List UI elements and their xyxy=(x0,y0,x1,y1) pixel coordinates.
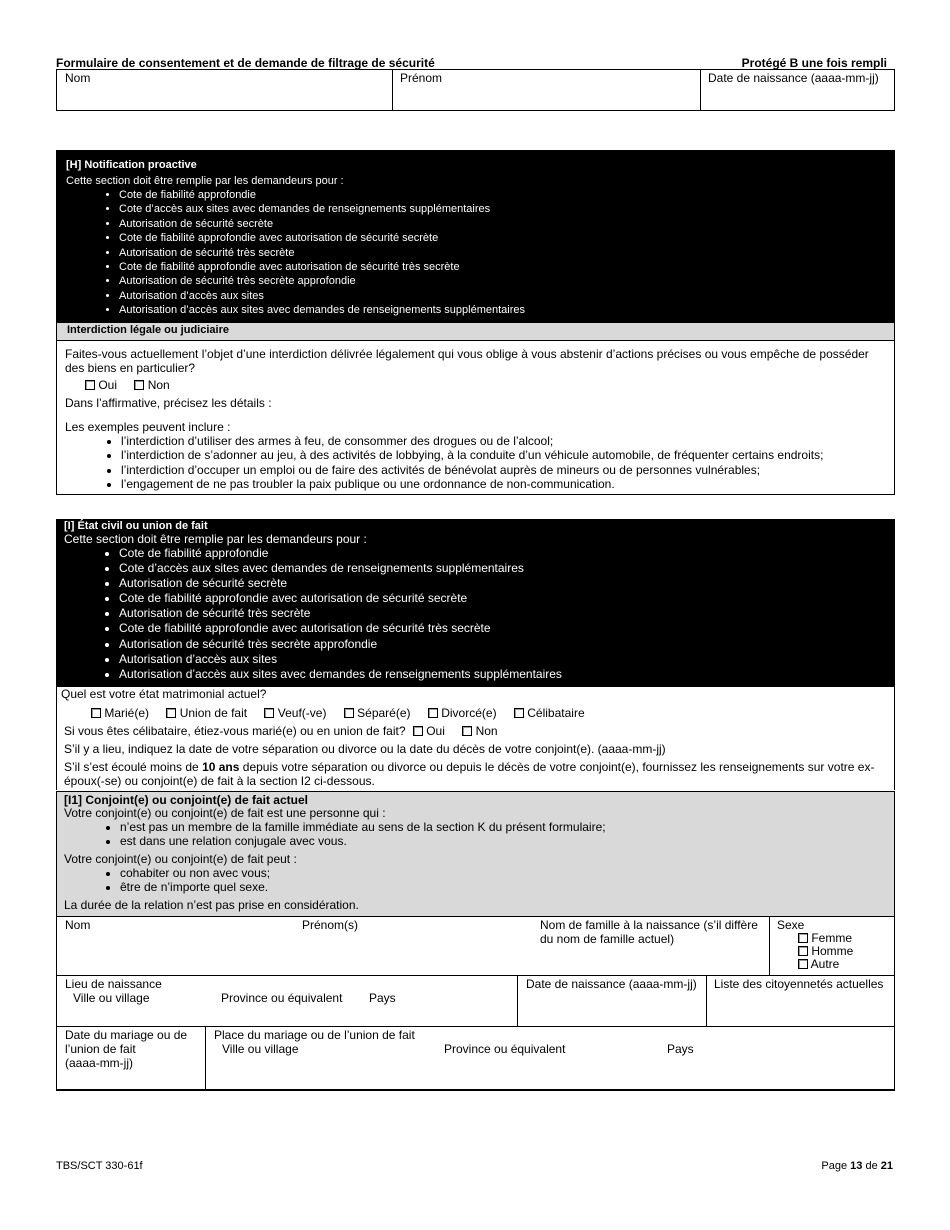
header-dob-label: Date de naissance (aaaa-mm-jj) xyxy=(708,71,879,85)
section-h-intro: Cette section doit être remplie par les demandeurs pour : xyxy=(66,175,344,187)
label-line: l’union de fait xyxy=(65,1042,136,1056)
section-i-body xyxy=(56,687,895,790)
marital-option-divorced[interactable] xyxy=(428,706,497,720)
spouse-nom-label: Nom xyxy=(65,918,91,932)
section-i-header xyxy=(56,519,895,687)
spouse-dob-input[interactable] xyxy=(519,993,704,1025)
spouse-prenoms-label: Prénom(s) xyxy=(302,918,359,932)
page-current: 13 xyxy=(850,1160,863,1172)
list-item: • Autorisation de sécurité secrète xyxy=(119,576,884,591)
checkbox[interactable] xyxy=(166,708,176,718)
section-i1-title: [I1] Conjoint(e) ou conjoint(e) de fait actuel xyxy=(64,793,308,807)
spouse-birth-city-label: Ville ou village xyxy=(73,991,150,1005)
spouse-birth-province-input[interactable] xyxy=(217,1006,362,1025)
marital-question: Quel est votre état matrimonial actuel? xyxy=(61,687,267,701)
marriage-place-label: Place du mariage ou de l’union de fait xyxy=(214,1028,415,1042)
single-no-option[interactable] xyxy=(462,724,497,738)
option-label: Union de fait xyxy=(179,706,248,720)
single-question-row xyxy=(64,724,512,738)
interdiction-yes-option[interactable] xyxy=(85,378,117,392)
marriage-province-input[interactable] xyxy=(437,1057,657,1089)
option-label: Autre xyxy=(810,957,840,971)
checkbox[interactable] xyxy=(798,933,808,943)
header-dob-input[interactable] xyxy=(701,86,894,110)
header-prenom-label: Prénom xyxy=(400,71,443,85)
list-item: • Cote d’accès aux sites avec demandes de renseignements supplémentaires xyxy=(119,202,884,216)
spouse-definition-intro: Votre conjoint(e) ou conjoint(e) de fait est une personne qui : xyxy=(64,806,386,820)
list-item: • cohabiter ou non avec vous; xyxy=(120,866,885,880)
spouse-birth-province-label: Province ou équivalent xyxy=(221,991,343,1005)
ten-years-instruction xyxy=(64,760,889,788)
list-item: • Autorisation d’accès aux sites avec demandes de renseignements supplémentaires xyxy=(119,667,884,682)
marriage-date-input[interactable] xyxy=(59,1069,203,1089)
checkbox[interactable] xyxy=(134,380,144,390)
list-item: • Cote de fiabilité approfondie avec autorisation de sécurité très secrète xyxy=(119,260,884,274)
instruction-bold: 10 ans xyxy=(202,760,240,774)
option-label: Homme xyxy=(811,944,854,958)
list-item: • l’engagement de ne pas troubler la paix publique ou une ordonnance de non-communication. xyxy=(121,477,881,491)
checkbox[interactable] xyxy=(91,708,101,718)
marital-option-single[interactable] xyxy=(514,706,585,720)
list-item: • Cote de fiabilité approfondie avec autorisation de sécurité secrète xyxy=(119,591,884,606)
interdiction-no-option[interactable] xyxy=(134,378,169,392)
spouse-birth-country-input[interactable] xyxy=(367,1006,512,1025)
sex-option-other[interactable] xyxy=(798,958,853,971)
list-item: • Autorisation de sécurité très secrète xyxy=(119,246,884,260)
checkbox[interactable] xyxy=(798,946,808,956)
section-i1-header xyxy=(56,791,895,916)
spouse-citizenships-label: Liste des citoyennetés actuelles xyxy=(714,977,884,991)
option-label: Divorcé(e) xyxy=(441,706,497,720)
section-i-intro: Cette section doit être remplie par les demandeurs pour : xyxy=(64,532,367,546)
checkbox[interactable] xyxy=(428,708,438,718)
interdiction-details-label: Dans l’affirmative, précisez les détails : xyxy=(65,396,272,410)
checkbox[interactable] xyxy=(264,708,274,718)
marriage-province-label: Province ou équivalent xyxy=(444,1042,566,1056)
label-line: Date du mariage ou de xyxy=(65,1028,188,1042)
section-h-header xyxy=(56,150,895,324)
label-line: du nom de famille actuel) xyxy=(540,932,675,946)
examples-intro: Les exemples peuvent inclure : xyxy=(65,420,231,434)
header-fields-box xyxy=(56,69,895,111)
page-number xyxy=(821,1160,893,1172)
checkbox[interactable] xyxy=(462,726,472,736)
spouse-birth-city-input[interactable] xyxy=(59,1006,204,1025)
list-item: • Autorisation d’accès aux sites xyxy=(119,652,884,667)
spouse-may-intro: Votre conjoint(e) ou conjoint(e) de fait peut : xyxy=(64,852,297,866)
list-item: • être de n’importe quel sexe. xyxy=(120,880,885,894)
marital-option-widowed[interactable] xyxy=(264,706,326,720)
list-item: • Autorisation de sécurité très secrète approfondie xyxy=(119,637,884,652)
form-title: Formulaire de consentement et de demande de filtrage de sécurité xyxy=(56,56,435,70)
checkbox[interactable] xyxy=(85,380,95,390)
option-label: Non xyxy=(475,724,498,738)
relationship-duration-note: La durée de la relation n’est pas prise en considération. xyxy=(64,898,359,912)
spouse-details-table xyxy=(56,916,895,1091)
option-label: Veuf(-ve) xyxy=(277,706,327,720)
label-line: (aaaa-mm-jj) xyxy=(65,1056,134,1070)
section-h-list xyxy=(64,188,884,318)
header-prenom-input[interactable] xyxy=(393,86,700,110)
list-item: • Cote de fiabilité approfondie xyxy=(119,546,884,561)
list-item: • n’est pas un membre de la famille immédiate au sens de la section K du présent formulaire; xyxy=(120,820,885,834)
header-nom-label: Nom xyxy=(65,71,91,85)
list-item: • l’interdiction d’occuper un emploi ou de faire des activités de bénévolat auprès de mineurs ou de personnes vulnérables; xyxy=(121,463,881,477)
checkbox[interactable] xyxy=(514,708,524,718)
spouse-birth-country-label: Pays xyxy=(369,991,396,1005)
interdiction-question: Faites-vous actuellement l’objet d’une interdiction délivrée légalement qui vous oblige à vous abstenir d’actions précises ou vous empêche de posséder des biens en particulier? xyxy=(65,347,869,375)
section-i-list xyxy=(64,546,884,682)
list-item: • Cote d’accès aux sites avec demandes de renseignements supplémentaires xyxy=(119,561,884,576)
marriage-country-label: Pays xyxy=(667,1042,694,1056)
checkbox[interactable] xyxy=(344,708,354,718)
list-item: • est dans une relation conjugale avec vous. xyxy=(120,834,885,848)
section-h-subheader xyxy=(56,323,895,340)
spouse-dob-label: Date de naissance (aaaa-mm-jj) xyxy=(526,977,697,991)
instruction-text: S’il s’est écoulé moins de xyxy=(64,760,203,774)
single-question: Si vous êtes célibataire, étiez-vous marié(e) ou en union de fait? xyxy=(64,724,406,738)
subheader-text: Interdiction légale ou judiciaire xyxy=(67,324,229,336)
option-label: Marié(e) xyxy=(104,706,150,720)
spouse-definition-list xyxy=(65,820,885,848)
list-item: • l’interdiction de s’adonner au jeu, à des activités de lobbying, à la conduite d’un véhicule automobile, de fréquenter certains endroits; xyxy=(121,448,881,462)
form-id: TBS/SCT 330-61f xyxy=(56,1160,143,1172)
spouse-sex-label: Sexe xyxy=(777,918,805,932)
option-label: Femme xyxy=(811,931,853,945)
instruction-text: époux(-se) ou conjoint(e) de fait à la section I2 ci-dessous. xyxy=(64,774,375,788)
marriage-date-label xyxy=(65,1028,187,1070)
spouse-birth-name-input[interactable] xyxy=(537,947,765,973)
single-yes-option[interactable] xyxy=(413,724,445,738)
section-h-body xyxy=(56,340,895,495)
header-nom-input[interactable] xyxy=(57,86,392,110)
spouse-prenoms-input[interactable] xyxy=(297,933,527,973)
instruction-text: depuis votre séparation ou divorce ou depuis le décès de votre conjoint(e), fournissez les renseignements sur votre ex- xyxy=(239,760,875,774)
marriage-city-label: Ville ou village xyxy=(222,1042,299,1056)
page-total: 21 xyxy=(880,1160,893,1172)
list-item: • Autorisation d’accès aux sites xyxy=(119,289,884,303)
page-label: Page xyxy=(821,1160,851,1172)
classification-label: Protégé B une fois rempli xyxy=(741,56,887,70)
marital-option-separated[interactable] xyxy=(344,706,411,720)
page-of: de xyxy=(862,1160,881,1172)
list-item: • Autorisation de sécurité très secrète approfondie xyxy=(119,274,884,288)
spouse-nom-input[interactable] xyxy=(59,933,289,973)
marriage-country-input[interactable] xyxy=(662,1057,890,1089)
list-item: • Cote de fiabilité approfondie avec autorisation de sécurité très secrète xyxy=(119,621,884,636)
spouse-birthplace-label: Lieu de naissance xyxy=(65,977,162,991)
list-item: • Autorisation d’accès aux sites avec demandes de renseignements supplémentaires xyxy=(119,303,884,317)
option-label: Séparé(e) xyxy=(357,706,411,720)
list-item: • Autorisation de sécurité très secrète xyxy=(119,606,884,621)
list-item: • l’interdiction d’utiliser des armes à feu, de consommer des drogues ou de l’alcool; xyxy=(121,434,881,448)
spouse-birth-name-label xyxy=(540,918,758,946)
marital-options xyxy=(91,706,599,720)
spouse-citizenships-input[interactable] xyxy=(708,993,892,1025)
list-item: • Cote de fiabilité approfondie xyxy=(119,188,884,202)
section-h-title: [H] Notification proactive xyxy=(66,159,197,171)
examples-list xyxy=(41,434,881,492)
spouse-sex-options xyxy=(798,932,853,971)
spouse-may-list xyxy=(65,866,885,894)
list-item: • Cote de fiabilité approfondie avec autorisation de sécurité secrète xyxy=(119,231,884,245)
list-item: • Autorisation de sécurité secrète xyxy=(119,217,884,231)
marital-option-married[interactable] xyxy=(91,706,149,720)
marital-option-common-law[interactable] xyxy=(166,706,247,720)
section-i-title: [I] État civil ou union de fait xyxy=(64,520,208,532)
marriage-city-input[interactable] xyxy=(209,1057,429,1089)
option-label: Oui xyxy=(426,724,445,738)
checkbox[interactable] xyxy=(413,726,423,736)
option-label: Non xyxy=(147,378,170,392)
checkbox[interactable] xyxy=(798,959,808,969)
label-line: Nom de famille à la naissance (s’il diffère xyxy=(540,918,758,932)
option-label: Célibataire xyxy=(527,706,585,720)
separation-date-question: S’il y a lieu, indiquez la date de votre séparation ou divorce ou la date du décès de votre conjoint(e). (aaaa-mm-jj) xyxy=(64,742,666,756)
option-label: Oui xyxy=(98,378,118,392)
